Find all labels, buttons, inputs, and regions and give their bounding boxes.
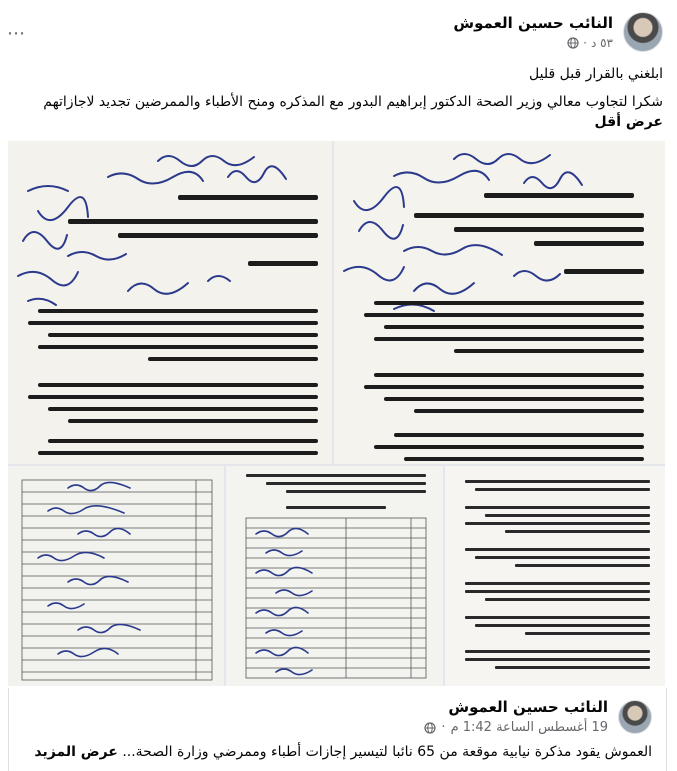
shared-author-avatar[interactable] [618, 700, 652, 734]
post-time[interactable]: ٥٣ د [590, 36, 613, 50]
meta-separator: · [441, 720, 446, 735]
more-icon[interactable]: ⋯ [7, 23, 25, 44]
memo-page-drawing [334, 141, 665, 464]
shared-post-time[interactable]: 19 أغسطس الساعة 1:42 م [450, 720, 608, 735]
globe-icon [567, 37, 579, 49]
see-more-link[interactable]: عرض المزيد [34, 744, 118, 760]
photo-grid [8, 141, 665, 686]
photo-memo-items[interactable] [445, 466, 665, 686]
post-text-line1: ابلغني بالقرار قبل قليل [529, 66, 663, 82]
photo-signature-table-1[interactable] [226, 466, 443, 686]
photo-memo-page-1[interactable] [334, 141, 665, 464]
shared-post-card[interactable] [8, 688, 667, 771]
shared-post-text [23, 744, 652, 760]
signature-table-drawing [226, 466, 443, 686]
author-avatar[interactable] [623, 12, 663, 52]
post-header [0, 0, 677, 62]
post-text [12, 64, 663, 132]
post-text-line2: شكرا لتجاوب معالي وزير الصحة الدكتور إبراهيم البدور مع المذكره ومنح الأطباء والممرضين تجديد لاجازاتهم [43, 94, 663, 110]
meta-separator: · [583, 36, 587, 50]
memo-page-drawing [8, 141, 332, 464]
post-meta [567, 36, 613, 50]
shared-post-body: العموش يقود مذكرة نيابية موقعة من 65 نائبا لتيسير إجازات أطباء وممرضي وزارة الصحة... [122, 744, 652, 760]
shared-post-meta [424, 720, 608, 735]
see-less-link[interactable]: عرض أقل [594, 114, 663, 130]
globe-icon [424, 722, 436, 734]
shared-author-name[interactable]: النائب حسين العموش [448, 698, 608, 716]
signature-table-drawing [8, 466, 224, 686]
memo-items-drawing [445, 466, 665, 686]
photo-memo-page-2[interactable] [8, 141, 332, 464]
author-name[interactable]: النائب حسين العموش [453, 14, 613, 32]
photo-signature-table-2[interactable] [8, 466, 224, 686]
